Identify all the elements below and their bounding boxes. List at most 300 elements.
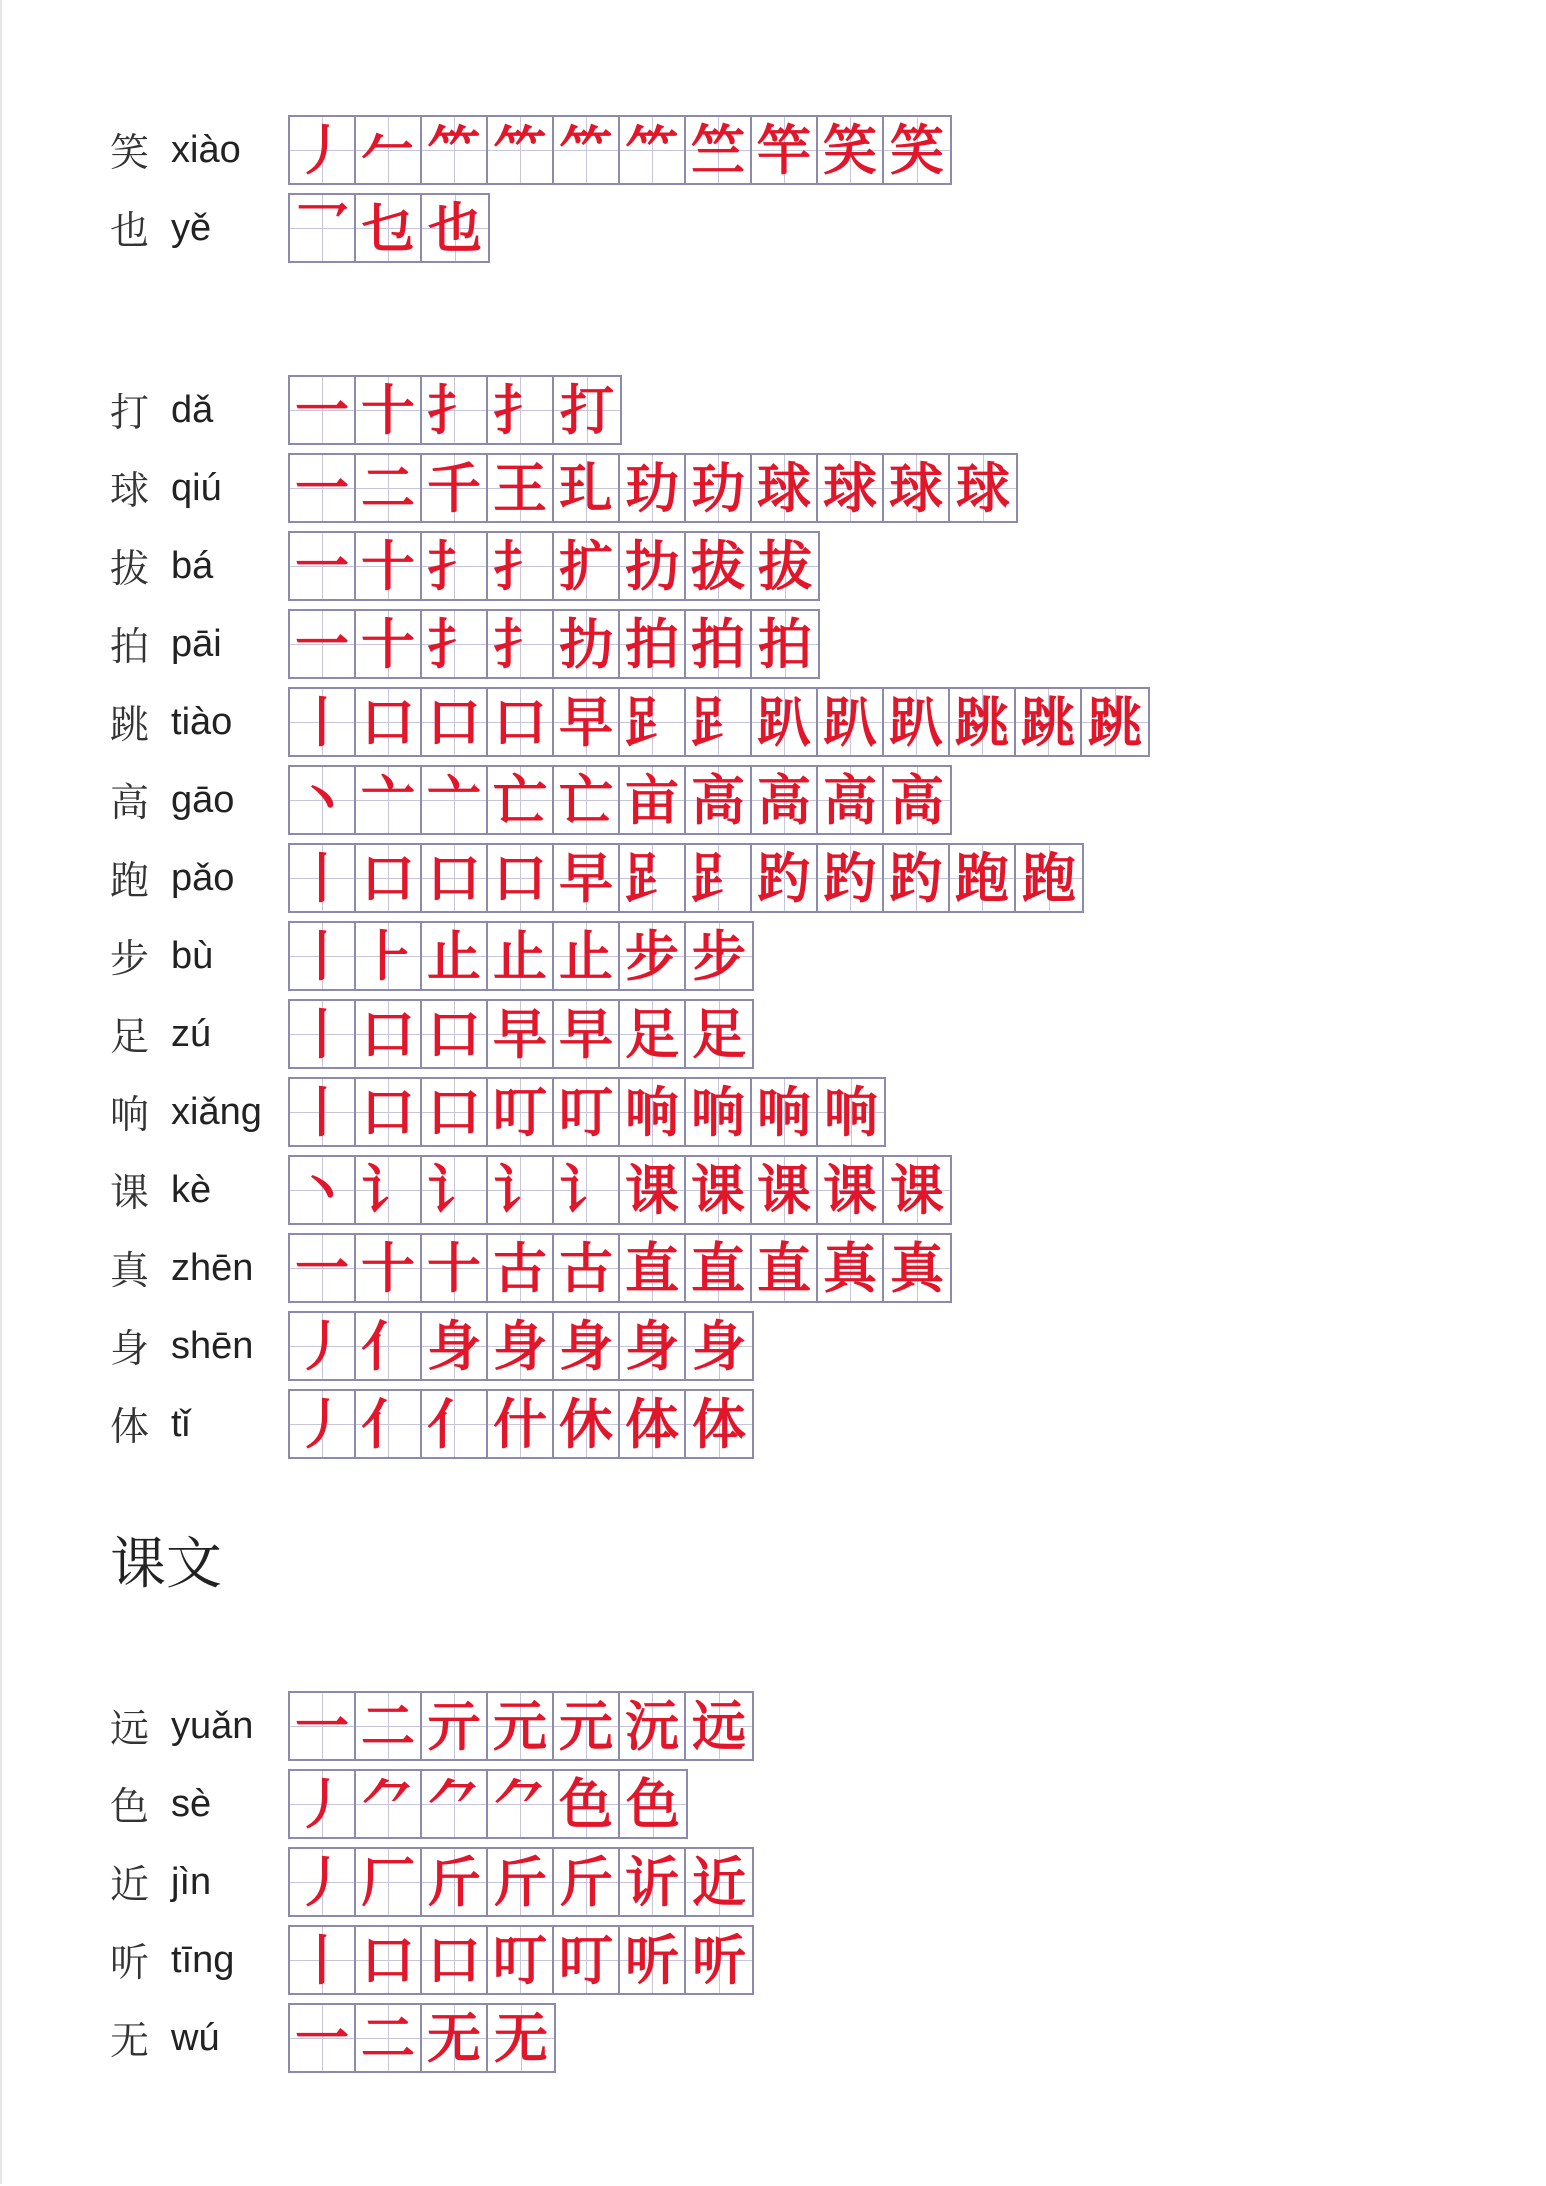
hanzi: 高 — [110, 781, 150, 826]
stroke-cell — [356, 533, 422, 599]
stroke-step: 𠂉 — [361, 118, 415, 182]
stroke-step: 丿 — [295, 1772, 349, 1836]
pinyin: xiào — [171, 128, 241, 171]
stroke-cell — [290, 1849, 356, 1915]
character-label — [110, 2010, 286, 2066]
stroke-cell — [356, 1927, 422, 1993]
stroke-step: 扌 — [427, 378, 481, 442]
stroke-step: 真 — [890, 1236, 944, 1300]
stroke-step: 课 — [757, 1158, 811, 1222]
stroke-cell — [356, 611, 422, 677]
character-row — [110, 452, 1018, 524]
stroke-step: ⺈ — [361, 1772, 415, 1836]
hanzi: 课 — [110, 1171, 150, 1216]
stroke-cell — [818, 1079, 884, 1145]
stroke-cell — [620, 1157, 686, 1223]
stroke-cell — [1016, 845, 1082, 911]
stroke-step: 拍 — [758, 612, 812, 676]
character-label — [110, 538, 286, 594]
stroke-step: 亻 — [361, 1392, 415, 1456]
stroke-cell — [554, 923, 620, 989]
stroke-cell — [422, 455, 488, 521]
stroke-step: 口 — [427, 690, 481, 754]
stroke-step: 一 — [295, 612, 349, 676]
character-label — [110, 1396, 286, 1452]
stroke-cell — [1082, 689, 1148, 755]
stroke-step: 叮 — [559, 1928, 613, 1992]
stroke-step: 什 — [493, 1392, 547, 1456]
stroke-step: 𧾷 — [691, 690, 745, 754]
stroke-cell — [686, 117, 752, 183]
stroke-step: 趵 — [757, 846, 811, 910]
stroke-step: 亩 — [625, 768, 679, 832]
stroke-cell — [818, 845, 884, 911]
stroke-step: 亻 — [361, 1314, 415, 1378]
stroke-cell — [290, 689, 356, 755]
stroke-cell — [488, 1849, 554, 1915]
stroke-step: 身 — [625, 1314, 679, 1378]
stroke-step: 丨 — [295, 924, 349, 988]
stroke-step: 竿 — [757, 118, 811, 182]
stroke-step: 拔 — [758, 534, 812, 598]
stroke-step: 高 — [757, 768, 811, 832]
stroke-step: 斤 — [559, 1850, 613, 1914]
character-label — [110, 1854, 286, 1910]
stroke-cell — [752, 1079, 818, 1145]
stroke-cell — [686, 689, 752, 755]
stroke-cell — [686, 1693, 752, 1759]
stroke-step: 斤 — [493, 1850, 547, 1914]
character-label — [110, 772, 286, 828]
stroke-cell — [422, 1771, 488, 1837]
stroke-cell — [422, 845, 488, 911]
stroke-step: 直 — [757, 1236, 811, 1300]
character-row — [110, 842, 1084, 914]
stroke-step: 拔 — [691, 534, 745, 598]
stroke-cell — [818, 117, 884, 183]
stroke-cell — [488, 1235, 554, 1301]
stroke-cell — [488, 533, 554, 599]
stroke-cell — [1016, 689, 1082, 755]
stroke-cell — [356, 377, 422, 443]
stroke-cell — [290, 845, 356, 911]
stroke-step: 扩 — [559, 534, 613, 598]
stroke-step: 步 — [625, 924, 679, 988]
stroke-order-grid — [288, 375, 622, 445]
stroke-cell — [554, 1927, 620, 1993]
stroke-cell — [422, 1927, 488, 1993]
stroke-step: 课 — [625, 1158, 679, 1222]
stroke-cell — [356, 2005, 422, 2071]
stroke-order-grid — [288, 765, 952, 835]
stroke-cell — [290, 1157, 356, 1223]
pinyin: gāo — [171, 778, 235, 821]
stroke-cell — [356, 845, 422, 911]
stroke-cell — [884, 845, 950, 911]
stroke-cell — [422, 533, 488, 599]
stroke-cell — [356, 1235, 422, 1301]
stroke-order-grid — [288, 1847, 754, 1917]
stroke-cell — [620, 1079, 686, 1145]
stroke-step: 讠 — [361, 1158, 415, 1222]
stroke-order-grid — [288, 1077, 886, 1147]
stroke-step: 笑 — [890, 118, 944, 182]
stroke-step: 一 — [295, 534, 349, 598]
stroke-step: 玌 — [559, 456, 613, 520]
stroke-step: 丨 — [295, 1928, 349, 1992]
stroke-cell — [488, 117, 554, 183]
character-row — [110, 998, 754, 1070]
stroke-cell — [884, 1235, 950, 1301]
character-label — [110, 1240, 286, 1296]
pinyin: pǎo — [171, 856, 235, 899]
stroke-step: 体 — [692, 1392, 746, 1456]
pinyin: kè — [171, 1168, 212, 1211]
stroke-step: 趵 — [889, 846, 943, 910]
stroke-cell — [290, 1235, 356, 1301]
stroke-step: 亡 — [493, 768, 547, 832]
stroke-step: 扌 — [493, 534, 547, 598]
stroke-cell — [290, 1927, 356, 1993]
stroke-cell — [620, 117, 686, 183]
stroke-cell — [686, 1927, 752, 1993]
stroke-step: 足 — [692, 1002, 746, 1066]
stroke-cell — [620, 1313, 686, 1379]
stroke-order-grid — [288, 531, 820, 601]
stroke-cell — [620, 611, 686, 677]
stroke-cell — [422, 767, 488, 833]
pinyin: sè — [171, 1782, 212, 1825]
stroke-cell — [686, 767, 752, 833]
stroke-cell — [488, 455, 554, 521]
stroke-cell — [488, 1693, 554, 1759]
stroke-step: 千 — [427, 456, 481, 520]
character-label — [110, 1162, 286, 1218]
stroke-step: 趵 — [823, 846, 877, 910]
stroke-step: 听 — [692, 1928, 746, 1992]
stroke-order-grid — [288, 1691, 754, 1761]
hanzi: 跳 — [110, 703, 150, 748]
stroke-step: 跳 — [955, 690, 1009, 754]
stroke-step: 高 — [823, 768, 877, 832]
stroke-step: ⺈ — [493, 1772, 547, 1836]
stroke-cell — [356, 1771, 422, 1837]
stroke-cell — [356, 1157, 422, 1223]
pinyin: xiǎng — [171, 1090, 262, 1133]
stroke-step: ⺮ — [427, 118, 481, 182]
pinyin: tiào — [171, 700, 233, 743]
stroke-cell — [488, 1927, 554, 1993]
stroke-step: 无 — [494, 2006, 548, 2070]
stroke-cell — [554, 611, 620, 677]
stroke-cell — [686, 1235, 752, 1301]
character-row — [110, 114, 952, 186]
stroke-step: 䜣 — [625, 1850, 679, 1914]
stroke-cell — [554, 1235, 620, 1301]
stroke-step: 无 — [427, 2006, 481, 2070]
stroke-cell — [752, 455, 818, 521]
stroke-cell — [488, 611, 554, 677]
stroke-step: ⺮ — [559, 118, 613, 182]
stroke-cell — [620, 1693, 686, 1759]
stroke-cell — [356, 455, 422, 521]
stroke-step: 亻 — [427, 1392, 481, 1456]
character-label — [110, 928, 286, 984]
stroke-step: 讠 — [493, 1158, 547, 1222]
stroke-cell — [422, 195, 488, 261]
stroke-step: 止 — [493, 924, 547, 988]
stroke-step: 口 — [361, 1928, 415, 1992]
stroke-cell — [554, 377, 620, 443]
stroke-cell — [488, 1157, 554, 1223]
stroke-step: 丿 — [295, 118, 349, 182]
stroke-order-grid — [288, 1311, 754, 1381]
stroke-step: 𧾷 — [691, 846, 745, 910]
stroke-step: 步 — [692, 924, 746, 988]
stroke-cell — [290, 377, 356, 443]
stroke-step: 扐 — [625, 534, 679, 598]
stroke-cell — [554, 1313, 620, 1379]
stroke-cell — [422, 1313, 488, 1379]
stroke-cell — [686, 1001, 752, 1067]
stroke-step: 体 — [625, 1392, 679, 1456]
pinyin: tīng — [171, 1938, 235, 1981]
stroke-order-grid — [288, 1769, 688, 1839]
stroke-step: 响 — [625, 1080, 679, 1144]
stroke-cell — [356, 1693, 422, 1759]
stroke-cell — [818, 689, 884, 755]
stroke-step: 玏 — [691, 456, 745, 520]
stroke-step: 丿 — [295, 1392, 349, 1456]
stroke-step: 丨 — [295, 1080, 349, 1144]
stroke-order-grid — [288, 921, 754, 991]
stroke-step: 斤 — [427, 1850, 481, 1914]
stroke-cell — [554, 455, 620, 521]
pinyin: pāi — [171, 622, 222, 665]
stroke-cell — [554, 689, 620, 755]
stroke-cell — [686, 611, 752, 677]
character-row — [110, 1846, 754, 1918]
stroke-step: 讠 — [559, 1158, 613, 1222]
stroke-cell — [488, 2005, 554, 2071]
stroke-step: 跳 — [1021, 690, 1075, 754]
stroke-cell — [752, 1157, 818, 1223]
character-label — [110, 460, 286, 516]
stroke-cell — [422, 117, 488, 183]
stroke-step: 扐 — [559, 612, 613, 676]
stroke-order-grid — [288, 1155, 952, 1225]
character-label — [110, 1084, 286, 1140]
pinyin: zhēn — [171, 1246, 254, 1289]
stroke-cell — [752, 689, 818, 755]
character-label — [110, 1698, 286, 1754]
character-label — [110, 694, 286, 750]
stroke-cell — [554, 117, 620, 183]
stroke-cell — [620, 1001, 686, 1067]
character-label — [110, 122, 286, 178]
stroke-step: ⺈ — [427, 1772, 481, 1836]
stroke-cell — [422, 1157, 488, 1223]
stroke-step: 十 — [361, 534, 415, 598]
stroke-step: 身 — [559, 1314, 613, 1378]
hanzi: 足 — [110, 1015, 150, 1060]
stroke-step: 一 — [295, 1236, 349, 1300]
stroke-cell — [356, 117, 422, 183]
character-label — [110, 1318, 286, 1374]
pinyin: dǎ — [171, 388, 214, 431]
stroke-cell — [290, 2005, 356, 2071]
stroke-order-grid — [288, 1389, 754, 1459]
stroke-cell — [818, 767, 884, 833]
stroke-step: 拍 — [691, 612, 745, 676]
stroke-step: 球 — [889, 456, 943, 520]
stroke-cell — [752, 533, 818, 599]
stroke-step: 古 — [559, 1236, 613, 1300]
character-row — [110, 530, 820, 602]
stroke-step: 丿 — [295, 1850, 349, 1914]
stroke-cell — [356, 195, 422, 261]
stroke-cell — [752, 117, 818, 183]
stroke-step: 扌 — [427, 534, 481, 598]
stroke-cell — [818, 1235, 884, 1301]
stroke-cell — [554, 533, 620, 599]
stroke-cell — [422, 377, 488, 443]
stroke-cell — [488, 1771, 554, 1837]
stroke-cell — [356, 1001, 422, 1067]
stroke-step: 𧾷 — [625, 690, 679, 754]
stroke-step: 扌 — [493, 378, 547, 442]
pinyin: yuǎn — [171, 1704, 254, 1747]
stroke-cell — [686, 1079, 752, 1145]
stroke-cell — [620, 1391, 686, 1457]
stroke-order-grid — [288, 115, 952, 185]
hanzi: 远 — [110, 1707, 150, 1752]
character-row — [110, 608, 820, 680]
stroke-cell — [818, 1157, 884, 1223]
character-row — [110, 192, 490, 264]
stroke-step: 口 — [427, 1928, 481, 1992]
stroke-step: 直 — [691, 1236, 745, 1300]
stroke-step: 听 — [625, 1928, 679, 1992]
character-label — [110, 200, 286, 256]
stroke-step: 响 — [691, 1080, 745, 1144]
stroke-cell — [686, 1391, 752, 1457]
stroke-cell — [488, 377, 554, 443]
character-label — [110, 616, 286, 672]
stroke-step: 一 — [295, 2006, 349, 2070]
stroke-cell — [554, 1079, 620, 1145]
stroke-step: 十 — [361, 612, 415, 676]
stroke-step: 球 — [956, 456, 1010, 520]
stroke-cell — [818, 455, 884, 521]
hanzi: 拔 — [110, 547, 150, 592]
stroke-cell — [356, 767, 422, 833]
stroke-cell — [356, 1391, 422, 1457]
character-row — [110, 1690, 754, 1762]
stroke-step: 一 — [295, 456, 349, 520]
stroke-cell — [290, 1771, 356, 1837]
character-row — [110, 764, 952, 836]
stroke-step: 色 — [559, 1772, 613, 1836]
stroke-cell — [290, 923, 356, 989]
stroke-step: 跳 — [1088, 690, 1142, 754]
character-row — [110, 1924, 754, 1996]
stroke-step: 止 — [559, 924, 613, 988]
stroke-cell — [422, 1001, 488, 1067]
stroke-order-grid — [288, 193, 490, 263]
stroke-cell — [488, 1079, 554, 1145]
stroke-cell — [422, 1235, 488, 1301]
stroke-cell — [686, 1849, 752, 1915]
stroke-step: 趴 — [889, 690, 943, 754]
stroke-cell — [686, 1313, 752, 1379]
stroke-cell — [290, 1079, 356, 1145]
stroke-cell — [620, 455, 686, 521]
character-label — [110, 1006, 286, 1062]
stroke-cell — [752, 611, 818, 677]
stroke-order-grid — [288, 2003, 556, 2073]
stroke-step: 丨 — [295, 1002, 349, 1066]
stroke-step: 十 — [427, 1236, 481, 1300]
stroke-step: 乛 — [295, 196, 349, 260]
stroke-step: 一 — [295, 378, 349, 442]
pinyin: tǐ — [171, 1402, 191, 1445]
stroke-step: 休 — [559, 1392, 613, 1456]
stroke-step: 丶 — [295, 768, 349, 832]
stroke-order-grid — [288, 999, 754, 1069]
pinyin: shēn — [171, 1324, 254, 1367]
pinyin: bù — [171, 934, 214, 977]
hanzi: 球 — [110, 469, 150, 514]
stroke-cell — [356, 1849, 422, 1915]
hanzi: 步 — [110, 937, 150, 982]
stroke-cell — [752, 1235, 818, 1301]
pinyin: yě — [171, 206, 212, 249]
stroke-cell — [356, 689, 422, 755]
stroke-step: ⺊ — [361, 924, 415, 988]
stroke-cell — [422, 611, 488, 677]
stroke-cell — [356, 1079, 422, 1145]
stroke-step: 一 — [295, 1694, 349, 1758]
stroke-step: 叮 — [493, 1080, 547, 1144]
stroke-step: 早 — [559, 846, 613, 910]
stroke-step: 响 — [757, 1080, 811, 1144]
pinyin: bá — [171, 544, 214, 587]
pinyin: jìn — [171, 1860, 212, 1903]
stroke-step: 王 — [493, 456, 547, 520]
stroke-cell — [950, 455, 1016, 521]
stroke-step: 十 — [361, 378, 415, 442]
stroke-step: 沅 — [625, 1694, 679, 1758]
stroke-step: 远 — [692, 1694, 746, 1758]
stroke-step: 笑 — [823, 118, 877, 182]
stroke-cell — [752, 767, 818, 833]
stroke-cell — [950, 845, 1016, 911]
stroke-cell — [290, 117, 356, 183]
character-row — [110, 1310, 754, 1382]
stroke-cell — [554, 767, 620, 833]
stroke-cell — [950, 689, 1016, 755]
stroke-step: 口 — [361, 846, 415, 910]
stroke-step: 乜 — [361, 196, 415, 260]
pinyin: qiú — [171, 466, 222, 509]
hanzi: 也 — [110, 209, 150, 254]
stroke-order-grid — [288, 453, 1018, 523]
stroke-cell — [488, 689, 554, 755]
stroke-cell — [422, 1849, 488, 1915]
hanzi: 无 — [110, 2019, 150, 2064]
stroke-step: 𧾷 — [625, 846, 679, 910]
